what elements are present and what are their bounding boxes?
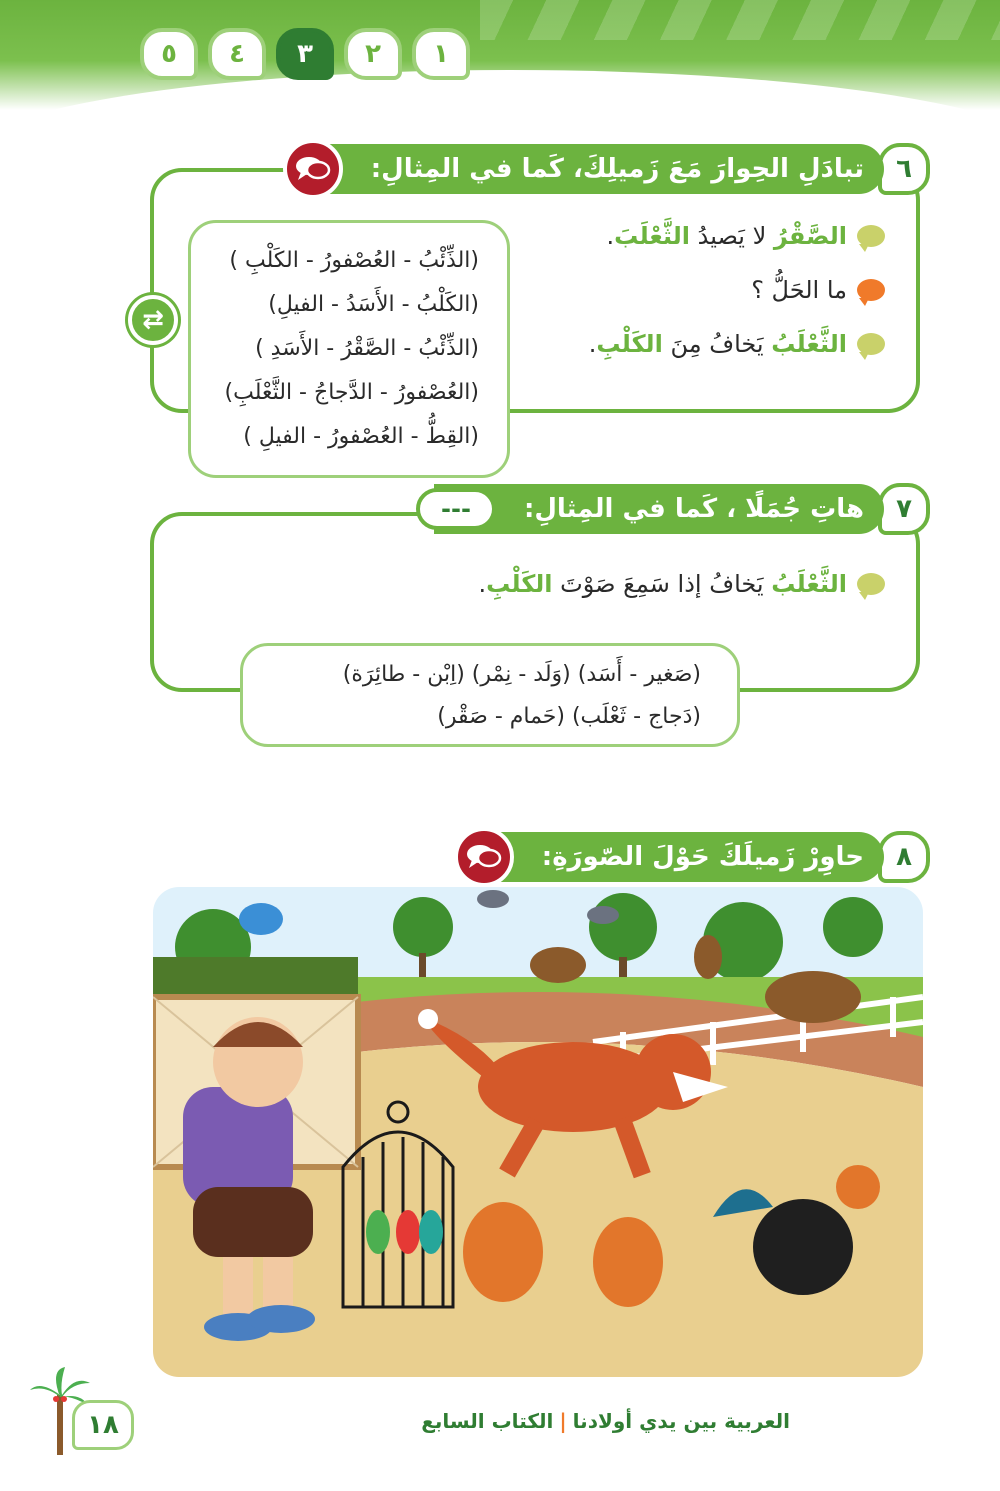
section6-options [225, 239, 479, 459]
example-text: لا يَصيدُ [697, 222, 767, 250]
top-stripes [480, 0, 1000, 40]
example-word: الكَلْبِ [486, 570, 553, 598]
example-line-3: الثَّعْلَبُ يَخافُ مِنَ الكَلْبِ. [589, 330, 885, 358]
page-number: ١٨ [72, 1400, 134, 1450]
example-word: الصَّقْرُ [773, 222, 847, 250]
section7-header [434, 480, 930, 538]
option-item: (العُصْفورُ - الدَّجاجُ - الثَّعْلَبِ) [224, 380, 479, 405]
lesson-tab-1[interactable]: ١ [412, 28, 470, 80]
example-word: الثَّعْلَبَ [614, 222, 690, 250]
section7-options-box [240, 643, 740, 747]
farm-scene-svg [153, 887, 923, 1377]
option-item: (الذِّئْبُ - العُصْفورُ - الكَلْبِ ) [229, 248, 479, 273]
speech-bubbles-icon [283, 139, 343, 199]
lesson-tab-2[interactable]: ٢ [344, 28, 402, 80]
lesson-tab-3[interactable]: ٣ [276, 28, 334, 80]
speech-bubble-icon [857, 279, 885, 301]
section8-title: حاوِرْ زَميلَكَ حَوْلَ الصّورَةِ: [541, 842, 864, 872]
lesson-tab-5[interactable]: ٥ [140, 28, 198, 80]
option-item: (الذِّئْبُ - الصَّقْرُ - الأَسَدِ ) [255, 336, 479, 361]
dashes-icon: --- [416, 488, 496, 530]
option-item: (صَغير - أَسَد) (وَلَد - نِمْر) (اِبْن - طائِرَة) [342, 662, 701, 687]
speech-bubble-icon [857, 225, 885, 247]
book-series: العربية بين يدي أولادنا [572, 1409, 790, 1433]
speech-bubbles-icon [454, 827, 514, 887]
footer-separator: | [559, 1409, 567, 1433]
section8-number: ٨ [878, 831, 930, 883]
book-name: الكتاب السابع [421, 1409, 554, 1433]
section6-title: تبادَلِ الحِوارَ مَعَ زَميلِكَ، كَما في المِثالِ: [370, 154, 864, 184]
section7-options [343, 654, 701, 738]
lesson-tabs [140, 28, 470, 80]
swap-arrows-icon: ⇄ [128, 295, 178, 345]
example-text: ما الحَلُّ ؟ [751, 276, 847, 304]
option-item: (القِطُّ - العُصْفورُ - الفيلِ ) [243, 424, 479, 449]
speech-bubble-icon [857, 573, 885, 595]
example-text: يَخافُ مِنَ [670, 330, 764, 358]
section8-header [472, 828, 930, 886]
example-line-1: الصَّقْرُ لا يَصيدُ الثَّعْلَبَ. [607, 222, 885, 250]
speech-bubble-icon [857, 333, 885, 355]
section7-title: هاتِ جُمَلًا ، كَما في المِثالِ: [523, 494, 864, 524]
example-line-2 [751, 276, 885, 304]
section6-example [545, 222, 885, 382]
section8-title-bar [472, 832, 884, 882]
option-item: (الكَلْبُ - الأَسَدُ - الفيلِ) [268, 292, 479, 317]
example-text: يَخافُ إذا سَمِعَ صَوْتَ [560, 570, 764, 598]
example-word: الكَلْبِ [596, 330, 663, 358]
example-word: الثَّعْلَبُ [771, 330, 847, 358]
section7-example: الثَّعْلَبُ يَخافُ إذا سَمِعَ صَوْتَ الكَلْبِ. [478, 570, 885, 598]
section6-options-box [188, 220, 510, 478]
section7-number: ٧ [878, 483, 930, 535]
example-word: الثَّعْلَبُ [771, 570, 847, 598]
option-item: (دَجاج - ثَعْلَب) (حَمام - صَقْر) [437, 704, 701, 729]
section6-number: ٦ [878, 143, 930, 195]
lesson-tab-4[interactable]: ٤ [208, 28, 266, 80]
section6-title-bar [301, 144, 884, 194]
page-footer [0, 1395, 1000, 1485]
section7-title-bar [434, 484, 884, 534]
section6-header [301, 140, 930, 198]
book-title [421, 1409, 790, 1433]
farm-scene-illustration [153, 887, 923, 1377]
